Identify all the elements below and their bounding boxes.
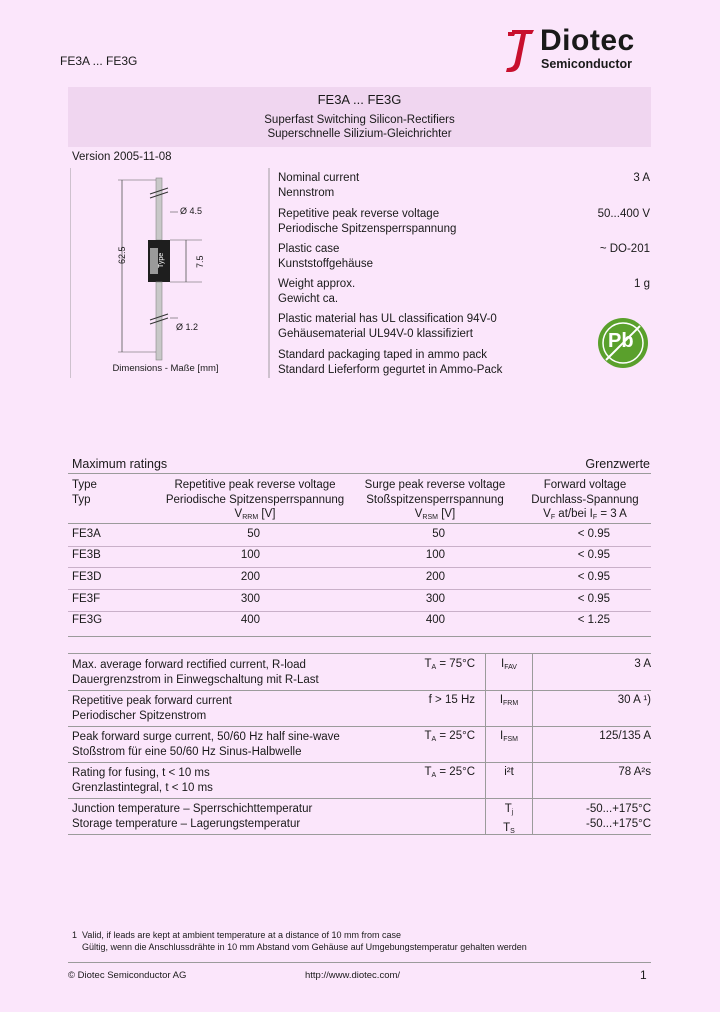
- row-vf: < 0.95: [577, 593, 610, 605]
- row-divider: [68, 589, 651, 590]
- feature-label-en: Nominal current: [278, 172, 360, 184]
- title-subtitle-en: Superfast Switching Silicon-Rectifiers: [264, 114, 455, 126]
- param-value: 3 A: [634, 658, 651, 670]
- part-range: FE3A ... FE3G: [60, 54, 138, 68]
- param-condition: f > 15 Hz: [428, 694, 475, 706]
- param-condition: $T_A = 25^\circ C$: [424, 766, 475, 779]
- junction-temp-value: -50...+175°C: [585, 803, 651, 815]
- divider: [68, 834, 651, 835]
- param-symbol: $I_{FAV}$: [501, 658, 517, 671]
- param-description: Rating for fusing, t < 10 ms Grenzlastintegral, t < 10 ms: [72, 767, 213, 794]
- page-number: 1: [640, 968, 647, 982]
- param-value: 30 A ¹): [617, 694, 651, 706]
- param-condition: $T_A = 75^\circ C$: [424, 658, 475, 671]
- row-vrsm: 100: [425, 549, 445, 561]
- dim-total-length: 62.5: [117, 246, 127, 264]
- divider: [68, 690, 651, 691]
- feature-label-en: Weight approx.: [278, 278, 356, 290]
- max-ratings-title: Maximum ratings: [72, 457, 168, 471]
- feature-nominal-current: [278, 171, 650, 200]
- feature-peak-reverse-voltage: [278, 207, 650, 236]
- row-vrsm: 400: [425, 614, 445, 626]
- row-divider: [68, 546, 651, 547]
- row-vf: < 0.95: [577, 571, 610, 583]
- divider: [68, 762, 651, 763]
- header-vf-en: Forward voltage: [543, 479, 627, 491]
- max-ratings-title-de: Grenzwerte: [585, 457, 650, 471]
- body-type-label: Type: [158, 252, 165, 268]
- title-box: [68, 87, 651, 147]
- feature-label-de: Standard Lieferform gegurtet in Ammo-Pack: [278, 363, 503, 376]
- row-vrrm: 300: [240, 593, 260, 605]
- param-condition: $T_A = 25^\circ C$: [424, 730, 475, 743]
- param-description: Peak forward surge current, 50/60 Hz half sine-wave Stoßstrom für eine 50/60 Hz Sinus-Halbwelle: [72, 731, 340, 758]
- divider: [68, 636, 651, 637]
- header-vf-de: Durchlass-Spannung: [531, 493, 639, 506]
- feature-label-en: Standard packaging taped in ammo pack: [278, 349, 488, 361]
- brand-name: Diotec: [540, 24, 635, 57]
- column-separator: [485, 653, 486, 834]
- drawing-caption: Dimensions - Maße [mm]: [112, 363, 219, 374]
- footnote: [72, 929, 672, 953]
- footnote-de: Gültig, wenn die Anschlussdrähte in 10 mm Abstand vom Gehäuse auf Umgebungstemperatur gehalten werden: [82, 942, 527, 952]
- feature-value: 50...400 V: [597, 208, 650, 220]
- feature-value: 3 A: [633, 172, 650, 184]
- junction-temp-label: Junction temperature – Sperrschichttemperatur: [72, 803, 313, 815]
- package-drawing: [70, 168, 270, 380]
- row-vrsm: 50: [432, 528, 445, 540]
- footer-url[interactable]: http://www.diotec.com/: [305, 970, 401, 981]
- header-vrrm-de: Periodische Spitzensperrspannung: [165, 493, 345, 506]
- footnote-number: 1: [72, 930, 78, 940]
- header-vrrm: [145, 478, 365, 526]
- row-type: FE3F: [72, 593, 101, 605]
- diotec-logo: [504, 24, 664, 76]
- feature-label-de: Gehäusematerial UL94V-0 klassifiziert: [278, 327, 473, 340]
- header-vrrm-en: Repetitive peak reverse voltage: [174, 479, 336, 491]
- temp-rows: [72, 802, 412, 831]
- feature-weight: [278, 277, 650, 306]
- version-label: Version 2005-11-08: [72, 151, 172, 163]
- footer-copyright: © Diotec Semiconductor AG: [68, 970, 187, 981]
- row-type: FE3A: [72, 528, 101, 540]
- feature-packaging: [278, 348, 650, 377]
- header-vrsm: [350, 478, 520, 526]
- header-vrsm-en: Surge peak reverse voltage: [364, 479, 506, 491]
- divider: [68, 653, 651, 654]
- diotec-j-icon: [504, 24, 540, 76]
- feature-label-de: Nennstrom: [278, 186, 335, 199]
- divider: [68, 962, 651, 963]
- row-vrrm: 100: [240, 549, 260, 561]
- row-vf: < 0.95: [577, 528, 610, 540]
- header-type-en: Type: [72, 479, 97, 491]
- footnote-en: Valid, if leads are kept at ambient temperature at a distance of 10 mm from case: [82, 930, 401, 940]
- param-symbol: i²t: [504, 766, 514, 778]
- feature-value: ~ DO-201: [599, 243, 650, 255]
- feature-label-en: Plastic case: [278, 243, 340, 255]
- row-divider: [68, 611, 651, 612]
- header-type: [72, 478, 97, 507]
- header-vrsm-symbol: $V_{RSM}$ [V]: [414, 508, 456, 521]
- feature-ul-classification: [278, 312, 650, 341]
- feature-label-de: Gewicht ca.: [278, 292, 339, 305]
- param-value: 78 A²s: [618, 766, 651, 778]
- row-type: FE3D: [72, 571, 102, 583]
- pb-free-icon: [596, 316, 650, 370]
- header-vrsm-de: Stoßspitzensperrspannung: [366, 493, 504, 506]
- feature-label-de: Periodische Spitzensperrspannung: [278, 222, 457, 235]
- param-value: 125/135 A: [599, 730, 651, 742]
- dim-lead-diameter: Ø 1.2: [176, 322, 199, 332]
- feature-label-en: Repetitive peak reverse voltage: [278, 208, 440, 220]
- column-separator: [532, 653, 533, 834]
- row-vf: < 1.25: [577, 614, 610, 626]
- divider: [68, 798, 651, 799]
- storage-temp-label: Storage temperature – Lagerungstemperatur: [72, 817, 301, 830]
- param-symbol: $I_{FRM}$: [499, 694, 519, 707]
- temp-values: [540, 802, 651, 831]
- param-symbol: $I_{FSM}$: [500, 730, 518, 743]
- row-type: FE3G: [72, 614, 103, 626]
- page-title: FE3A ... FE3G: [317, 92, 402, 107]
- dim-body-length: 7.5: [195, 255, 205, 268]
- param-description: Max. average forward rectified current, R-load Dauergrenzstrom in Einwegschaltung mit R-Last: [72, 659, 319, 686]
- dim-body-diameter: Ø 4.5: [180, 206, 203, 216]
- row-type: FE3B: [72, 549, 101, 561]
- row-vrsm: 200: [425, 571, 445, 583]
- title-subtitle-de: Superschnelle Silizium-Gleichrichter: [267, 128, 452, 140]
- row-vrsm: 300: [425, 593, 445, 605]
- feature-label-en: Plastic material has UL classification 94V-0: [278, 313, 497, 325]
- feature-value: 1 g: [634, 278, 650, 290]
- header-vrrm-symbol: $V_{RRM}$ [V]: [234, 508, 276, 521]
- brand-subtitle: Semiconductor: [541, 57, 632, 71]
- storage-temp-value: -50...+175°C: [585, 817, 651, 830]
- divider: [68, 726, 651, 727]
- row-divider: [68, 567, 651, 568]
- param-description: Repetitive peak forward current Periodischer Spitzenstrom: [72, 695, 232, 722]
- feature-plastic-case: [278, 242, 650, 271]
- pb-label: Pb: [608, 330, 634, 352]
- row-vrrm: 200: [240, 571, 260, 583]
- row-vrrm: 400: [240, 614, 260, 626]
- divider: [68, 523, 651, 524]
- header-type-de: Typ: [72, 493, 91, 506]
- temp-symbols: $T_j$ $T_S$: [503, 803, 515, 835]
- header-vf: [520, 478, 650, 526]
- divider: [68, 473, 651, 474]
- feature-label-de: Kunststoffgehäuse: [278, 257, 374, 270]
- row-vrrm: 50: [247, 528, 260, 540]
- row-vf: < 0.95: [577, 549, 610, 561]
- header-vf-symbol: $V_F$ at/bei $I_F = 3$ A: [543, 508, 627, 521]
